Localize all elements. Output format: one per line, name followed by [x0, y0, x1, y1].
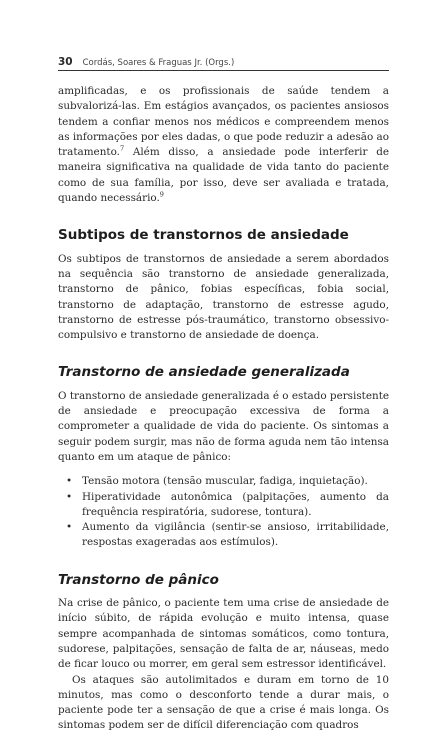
intro-text-1: amplificadas, e os profissionais de saúde tendem a subvalorizá-las. Em estágios avançados, os pacientes ansiosos tendem a confiar menos nos médicos e compreendem menos as informações por eles dadas, o que pode reduzir a adesão ao tratamento.: [58, 85, 389, 159]
running-head: Cordás, Soares & Fraguas Jr. (Orgs.): [82, 58, 235, 68]
bullet-icon: •: [66, 475, 73, 488]
section-heading-subtipos: Subtipos de transtornos de ansiedade: [58, 227, 349, 244]
page-body: [58, 84, 389, 734]
page-header: [58, 50, 389, 71]
list-item: [58, 520, 389, 551]
section-paragraph-tag: O transtorno de ansiedade generalizada é o estado persistente de ansiedade e preocupação excessiva de forma a comprometer a qualidade de vida do paciente. Os sintomas a seguir podem surgir, mas não de forma aguda nem tão intensa quanto em um ataque de pânico:: [58, 389, 390, 463]
intro-text-2: Além disso, a ansiedade pode interferir de maneira significativa na qualidade de vida tanto do paciente como de sua família, por isso, deve ser avaliada e tratada, quando necessário.: [58, 146, 389, 205]
section-paragraph-subtipos: Os subtipos de transtornos de ansiedade a serem abordados na sequência são transtorno de ansiedade generalizada, transtorno de pânico, fobias específicas, fobia social, transtorno de adaptação, transtorno de estresse agudo, transtorno de estresse pós-traumático, transtorno obsessivo-compulsivo e transtorno de ansiedade de doença.: [58, 252, 389, 342]
reference-9[interactable]: 9: [159, 190, 164, 199]
list-item-text: Aumento da vigilância (sentir-se ansioso, irritabilidade, respostas exageradas aos estímulos).: [82, 521, 389, 549]
bullet-icon: •: [66, 521, 73, 534]
list-item-text: Hiperatividade autonômica (palpitações, aumento da frequência respiratória, sudorese, tontura).: [82, 490, 389, 518]
section-heading-panico: Transtorno de pânico: [58, 571, 219, 588]
list-item: [58, 490, 389, 521]
section-paragraph-panico-2: Os ataques são autolimitados e duram em torno de 10 minutos, mas como o desconforto tende a durar mais, o paciente pode ter a sensação de que a crise é mais longa. Os sintomas podem ser de difícil diferenciação com quadros: [58, 673, 389, 732]
list-item: [58, 474, 389, 489]
list-item-text: Tensão motora (tensão muscular, fadiga, inquietação).: [82, 475, 368, 488]
reference-7[interactable]: 7: [119, 144, 125, 153]
symptom-list: [58, 474, 389, 550]
section-heading-tag: Transtorno de ansiedade generalizada: [58, 364, 350, 381]
bullet-icon: •: [66, 490, 73, 503]
section-paragraph-panico-1: Na crise de pânico, o paciente tem uma crise de ansiedade de início súbito, de rápida evolução e muito intensa, quase sempre acompanhada de sintomas somáticos, como tontura, sudorese, palpitações, sensação de falta de ar, náuseas, medo de ficar louco ou morrer, em geral sem estressor identificável.: [58, 597, 389, 671]
page-number: 30: [58, 56, 73, 68]
intro-paragraph: [58, 84, 389, 206]
